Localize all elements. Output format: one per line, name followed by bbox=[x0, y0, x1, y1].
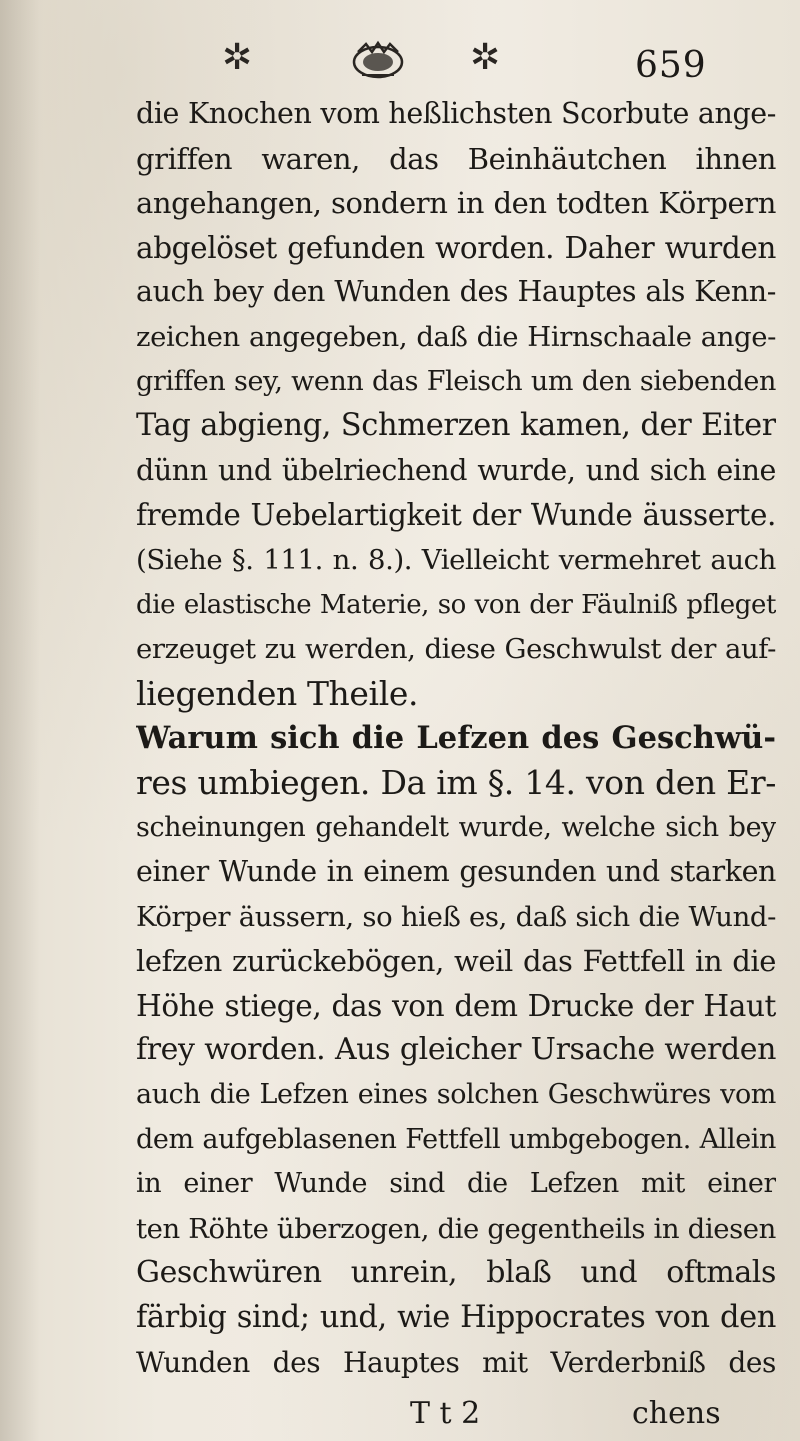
text-line: Tag abgieng, Schmerzen kamen, der Eiter bbox=[136, 408, 776, 444]
text-line: zeichen angegeben, daß die Hirnschaale ange- bbox=[136, 320, 776, 353]
section-heading: Warum sich die Lefzen des Geschwü- bbox=[136, 720, 776, 757]
text-line: dem aufgeblasenen Fettfell umbgebogen. Allein bbox=[136, 1123, 776, 1155]
section-heading-continuation: res umbiegen. Da im §. 14. von den Er- bbox=[136, 762, 776, 802]
text-line: färbig sind; und, wie Hippocrates von den bbox=[136, 1300, 776, 1336]
text-line: lefzen zurückebögen, weil das Fettfell in die bbox=[136, 944, 776, 979]
star-ornament-icon: ✲ bbox=[222, 37, 253, 78]
text-line: einer Wunde in einem gesunden und starken bbox=[136, 855, 776, 889]
text-line: die Knochen vom heßlichsten Scorbute ange- bbox=[136, 97, 776, 130]
text-line: ten Röhte überzogen, die gegentheils in diesen bbox=[136, 1212, 776, 1245]
crown-ornament-icon bbox=[348, 40, 408, 80]
catchword: chens bbox=[632, 1396, 721, 1431]
text-line: dünn und übelriechend wurde, und sich eine bbox=[136, 453, 776, 487]
star-ornament-icon: ✲ bbox=[470, 37, 501, 78]
text-line: fremde Uebelartigkeit der Wunde äusserte. bbox=[136, 498, 776, 533]
text-line: Geschwüren unrein, blaß und oftmals bbox=[136, 1255, 776, 1291]
text-line: griffen waren, das Beinhäutchen ihnen bbox=[136, 141, 776, 176]
text-line: (Siehe §. 111. n. 8.). Vielleicht vermehret auch bbox=[136, 543, 776, 576]
page-edge-shadow bbox=[0, 0, 40, 1441]
text-line: in einer Wunde sind die Lefzen mit einer bbox=[136, 1168, 776, 1200]
page-number: 659 bbox=[635, 45, 707, 86]
text-line: erzeuget zu werden, diese Geschwulst der auf- bbox=[136, 633, 776, 666]
page-header bbox=[0, 28, 800, 88]
signature-mark: T t 2 bbox=[410, 1396, 481, 1431]
text-line: liegenden Theile. bbox=[136, 673, 419, 713]
text-line: frey worden. Aus gleicher Ursache werden bbox=[136, 1032, 776, 1068]
text-line: auch die Lefzen eines solchen Geschwüres vom bbox=[136, 1079, 776, 1111]
text-line: die elastische Materie, so von der Fäulniß pfleget bbox=[136, 589, 776, 620]
text-line: auch bey den Wunden des Hauptes als Kenn- bbox=[136, 275, 776, 309]
text-line: angehangen, sondern in den todten Körpern bbox=[136, 186, 776, 221]
text-line: Höhe stiege, das von dem Drucke der Haut bbox=[136, 988, 776, 1023]
body-text bbox=[136, 92, 776, 1385]
text-line: Wunden des Hauptes mit Verderbniß des bbox=[136, 1345, 776, 1379]
text-line: griffen sey, wenn das Fleisch um den siebenden bbox=[136, 365, 776, 397]
page-footer bbox=[0, 1392, 800, 1436]
text-line: scheinungen gehandelt wurde, welche sich bey bbox=[136, 811, 776, 843]
text-line: abgelöset gefunden worden. Daher wurden bbox=[136, 230, 776, 265]
text-line: Körper äussern, so hieß es, daß sich die Wund- bbox=[136, 900, 776, 933]
